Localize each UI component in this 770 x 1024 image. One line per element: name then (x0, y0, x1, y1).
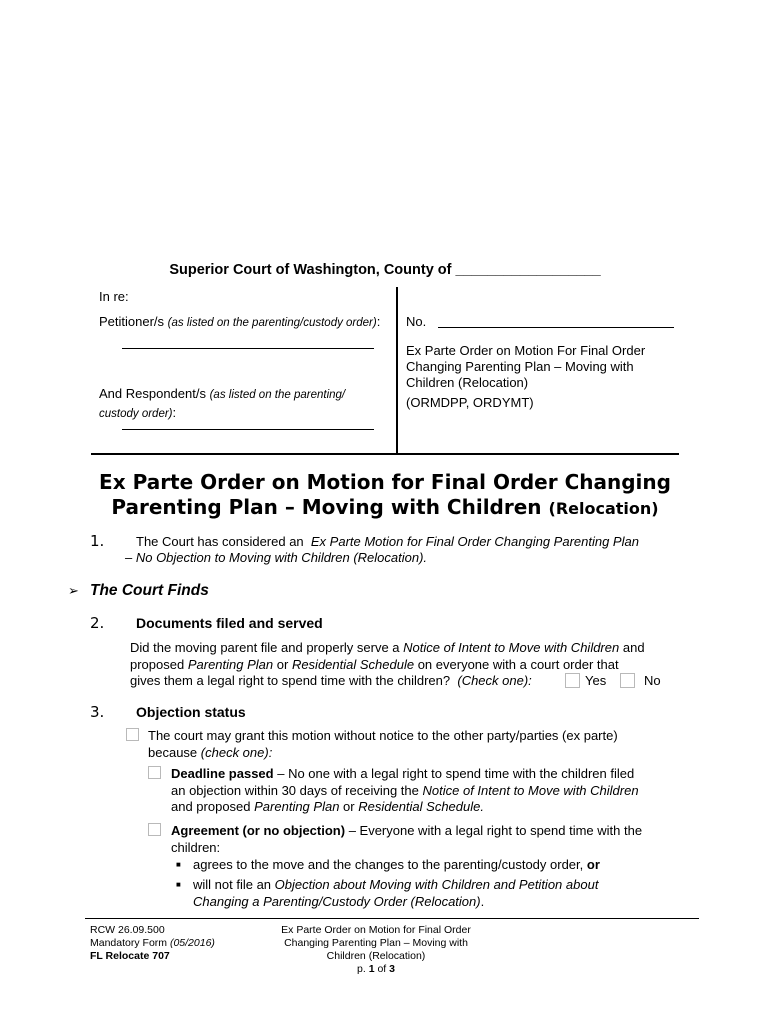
section-3-number: 3. (90, 703, 105, 721)
section-2-heading: Documents filed and served (136, 615, 323, 631)
footer-center: Ex Parte Order on Motion for Final Order Changing Parenting Plan – Moving with Children (Relocation) p. 1 of 3 (245, 924, 507, 976)
court-finds-heading: The Court Finds (90, 582, 209, 599)
caption-divider (396, 287, 398, 454)
yes-checkbox[interactable] (565, 673, 580, 688)
section-1-text: The Court has considered an Ex Parte Motion for Final Order Changing Parenting Plan (136, 534, 639, 549)
section-1-text-cont: – No Objection to Moving with Children (Relocation). (125, 550, 428, 565)
case-number-label: No. (406, 314, 427, 329)
arrow-bullet-icon: ➢ (68, 583, 79, 598)
bullet-agrees: agrees to the move and the changes to the parenting/custody order, or (193, 857, 600, 872)
bullet-will-not-file: will not file an Objection about Moving with Children and Petition about Changing a Parenting/Custody Order (Relocation). (193, 877, 599, 909)
agreement-text: Agreement (or no objection) – Everyone with a legal right to spend time with the children: (171, 823, 643, 855)
footer-rule (85, 918, 699, 919)
respondent-label: And Respondent/s (as listed on the parenting/ custody order): (99, 386, 346, 420)
yes-label: Yes (585, 673, 607, 688)
agreement-checkbox[interactable] (148, 823, 161, 836)
petitioner-name-line[interactable] (122, 348, 374, 349)
section-2-number: 2. (90, 614, 105, 632)
case-number-line[interactable] (438, 327, 674, 328)
no-label: No (644, 673, 661, 688)
petitioner-label: Petitioner/s (as listed on the parenting/custody order): (99, 314, 381, 329)
document-title: Ex Parte Order on Motion for Final Order Changing Parenting Plan – Moving with Children (Relocation) (99, 470, 671, 519)
respondent-name-line[interactable] (122, 429, 374, 430)
section-3-heading: Objection status (136, 704, 246, 720)
caption-parties (99, 288, 389, 423)
ex-parte-checkbox[interactable] (126, 728, 139, 741)
county-blank[interactable]: __________________ (455, 262, 601, 278)
section-2-text: Did the moving parent file and properly serve a Notice of Intent to Move with Children and proposed Parenting Plan or Residential Schedule on everyone with a court order that gives them a legal right to spend time with the children? (Check one): (130, 640, 645, 688)
caption-bottom-rule (91, 453, 679, 455)
caption-codes: (ORMDPP, ORDYMT) (406, 395, 534, 410)
deadline-passed-checkbox[interactable] (148, 766, 161, 779)
bullet-icon: ■ (176, 880, 181, 889)
deadline-passed-text: Deadline passed – No one with a legal right to spend time with the children filed an objection within 30 days of receiving the Notice of Intent to Move with Children and proposed Parenting Plan or Residential Schedule. (171, 766, 639, 814)
section-1-number: 1. (90, 532, 105, 550)
ex-parte-text: The court may grant this motion without notice to the other party/parties (ex parte) because (check one): (148, 728, 618, 760)
in-re-label: In re: (99, 289, 129, 304)
bullet-icon: ■ (176, 860, 181, 869)
court-heading: Superior Court of Washington, County of __________________ (169, 262, 601, 278)
footer-left: RCW 26.09.500 Mandatory Form (05/2016) FL Relocate 707 (90, 924, 215, 962)
caption-doc-title: Ex Parte Order on Motion For Final Order Changing Parenting Plan – Moving with Children (Relocation) (ORMDPP, ORDYMT) (406, 343, 646, 410)
page-number: p. 1 of 3 (357, 963, 395, 975)
no-checkbox[interactable] (620, 673, 635, 688)
